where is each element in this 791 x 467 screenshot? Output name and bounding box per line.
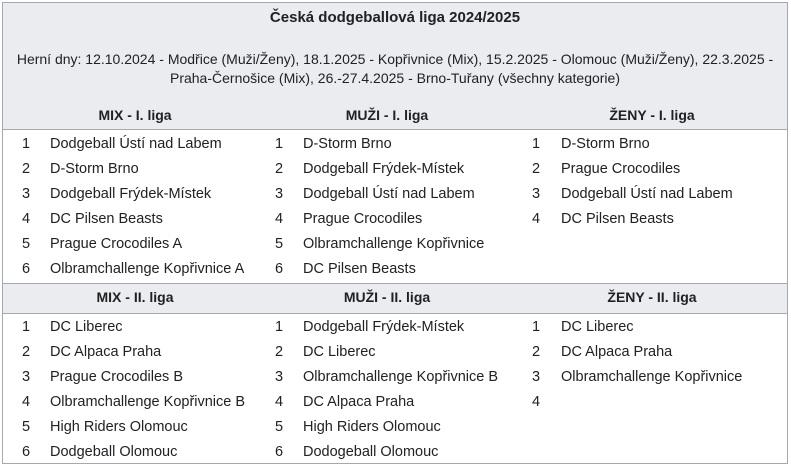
rank-number: 4 xyxy=(275,211,284,227)
team-name: DC Pilsen Beasts xyxy=(50,211,163,227)
team-name: Prague Crocodiles xyxy=(561,161,681,177)
league2-column-header: MIX - II. liga xyxy=(96,289,174,305)
league2-column-header: MUŽI - II. liga xyxy=(343,289,431,305)
rank-number: 2 xyxy=(275,344,284,360)
rank-number: 1 xyxy=(532,319,541,335)
rank-number: 4 xyxy=(532,211,541,227)
team-name: DC Pilsen Beasts xyxy=(303,261,416,277)
team-name: DC Pilsen Beasts xyxy=(561,211,674,227)
team-name: Dodogeball Olomouc xyxy=(303,444,439,460)
team-name: DC Alpaca Praha xyxy=(561,344,673,360)
rank-number: 4 xyxy=(532,394,541,410)
team-name: DC Liberec xyxy=(303,344,376,360)
team-name: DC Alpaca Praha xyxy=(303,394,415,410)
team-name: Olbramchallenge Kopřivnice A xyxy=(50,261,245,277)
rank-number: 3 xyxy=(275,369,284,385)
rank-number: 1 xyxy=(22,319,31,335)
team-name: High Riders Olomouc xyxy=(303,419,441,435)
rank-number: 1 xyxy=(22,136,31,152)
rank-number: 3 xyxy=(22,369,31,385)
rank-number: 6 xyxy=(275,444,284,460)
team-name: Dodgeball Ústí nad Labem xyxy=(303,186,475,202)
standings-table xyxy=(2,2,788,464)
rank-number: 4 xyxy=(22,211,31,227)
team-name: Dodgeball Frýdek-Místek xyxy=(303,161,465,177)
team-name: Dodgeball Olomouc xyxy=(50,444,178,460)
team-name: Prague Crocodiles B xyxy=(50,369,183,385)
league1-column-header: MIX - I. liga xyxy=(98,107,172,123)
team-name: Dodgeball Frýdek-Místek xyxy=(303,319,465,335)
team-name: Olbramchallenge Kopřivnice B xyxy=(50,394,246,410)
rank-number: 6 xyxy=(275,261,284,277)
rank-number: 5 xyxy=(22,419,31,435)
rank-number: 1 xyxy=(532,136,541,152)
rank-number: 3 xyxy=(532,369,541,385)
rank-number: 1 xyxy=(275,136,284,152)
team-name: Prague Crocodiles xyxy=(303,211,423,227)
rank-number: 3 xyxy=(275,186,284,202)
rank-number: 6 xyxy=(22,261,31,277)
rank-number: 5 xyxy=(275,419,284,435)
team-name: D-Storm Brno xyxy=(303,136,392,152)
team-name: Olbramchallenge Kopřivnice B xyxy=(303,369,499,385)
rank-number: 5 xyxy=(22,236,31,252)
rank-number: 1 xyxy=(275,319,284,335)
rank-number: 3 xyxy=(22,186,31,202)
page-title: Česká dodgeballová liga 2024/2025 xyxy=(269,9,521,26)
team-name: D-Storm Brno xyxy=(50,161,139,177)
game-days-text: Herní dny: 12.10.2024 - Modřice (Muži/Ženy), 18.1.2025 - Kopřivnice (Mix), 15.2.2025 - Olomouc (Muži/Ženy), 22.3.2025 - Praha-Černošice (Mix), 26.-27.4.2025 - Brno-Tuřany (všechny kategorie) xyxy=(16,51,774,86)
team-name: Dodgeball Frýdek-Místek xyxy=(50,186,212,202)
league2-column-header: ŽENY - II. liga xyxy=(607,289,697,305)
rank-number: 2 xyxy=(532,161,541,177)
rank-number: 4 xyxy=(275,394,284,410)
team-name: Dodgeball Ústí nad Labem xyxy=(561,186,733,202)
rank-number: 2 xyxy=(22,161,31,177)
team-name: D-Storm Brno xyxy=(561,136,650,152)
rank-number: 5 xyxy=(275,236,284,252)
league1-column-header: MUŽI - I. liga xyxy=(345,107,429,123)
rank-number: 2 xyxy=(275,161,284,177)
rank-number: 2 xyxy=(532,344,541,360)
league1-column-header: ŽENY - I. liga xyxy=(609,107,695,123)
team-name: Prague Crocodiles A xyxy=(50,236,183,252)
team-name: DC Liberec xyxy=(50,319,123,335)
team-name: DC Alpaca Praha xyxy=(50,344,162,360)
rank-number: 6 xyxy=(22,444,31,460)
team-name: DC Liberec xyxy=(561,319,634,335)
rank-number: 4 xyxy=(22,394,31,410)
divider xyxy=(3,129,787,130)
team-name: Dodgeball Ústí nad Labem xyxy=(50,136,222,152)
divider xyxy=(3,313,787,314)
team-name: Olbramchallenge Kopřivnice xyxy=(561,369,743,385)
team-name: High Riders Olomouc xyxy=(50,419,188,435)
team-name: Olbramchallenge Kopřivnice xyxy=(303,236,485,252)
rank-number: 2 xyxy=(22,344,31,360)
rank-number: 3 xyxy=(532,186,541,202)
